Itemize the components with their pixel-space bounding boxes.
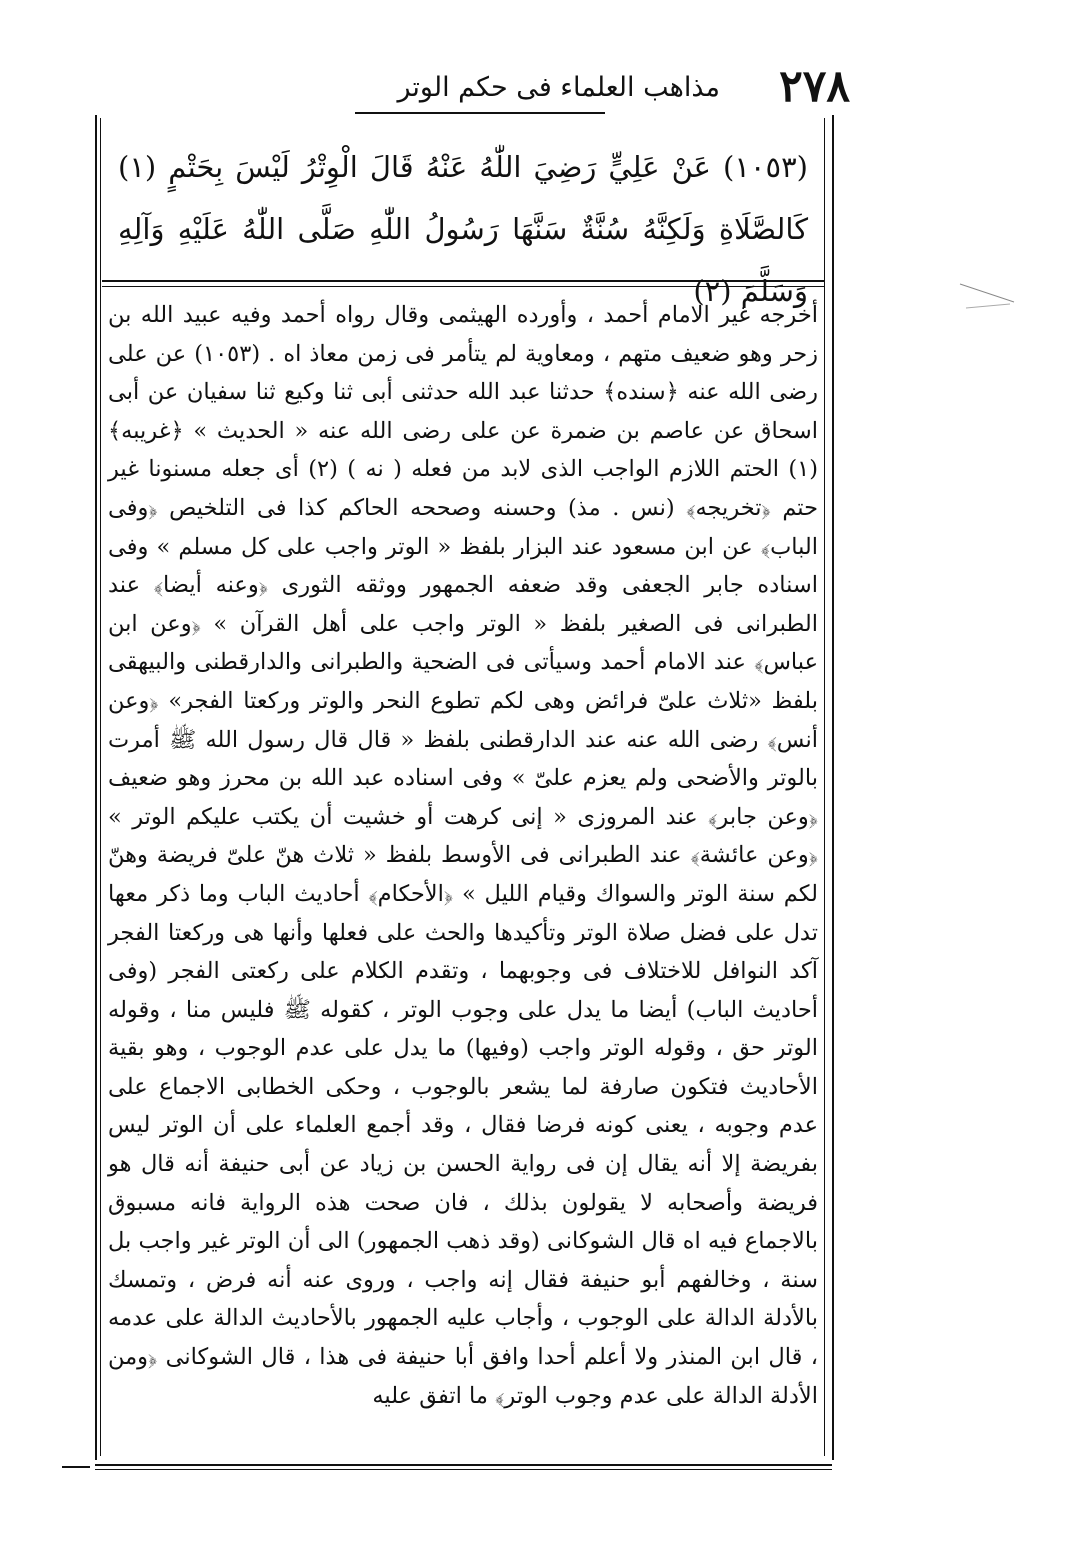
hadith-text-block [102, 122, 824, 308]
footer-tick-mark [62, 1466, 90, 1468]
commentary-text: أخرجه غير الامام أحمد ، وأورده الهيثمى وقال رواه أحمد وفيه عبيد الله بن زحر وهو ضعيف متهم ، ومعاوية لم يتأمر فى زمن معاذ اه . (١٠٥٣) عن على رضى الله عنه ﴿سنده﴾ حدثنا عبد الله حدثنى أبى ثنا وكيع ثنا سفيان عن أبى اسحاق عن عاصم بن ضمرة عن على رضى الله عنه « الحديث » ﴿غريبه﴾ (١) الحتم اللازم الواجب الذى لابد من فعله ( نه ) (٢) أى جعله مسنونا غير حتم ﴿تخريجه﴾ (نس . مذ) وحسنه وصححه الحاكم كذا فى التلخيص ﴿وفى الباب﴾ عن ابن مسعود عند البزار بلفظ « الوتر واجب على كل مسلم » وفى اسناده جابر الجعفى وقد ضعفه الجمهور ووثقه الثورى ﴿وعنه أيضا﴾ عند الطبرانى فى الصغير بلفظ « الوتر واجب على أهل القرآن » ﴿وعن ابن عباس﴾ عند الامام أحمد وسيأتى فى الضحية والطبرانى والدارقطنى والبيهقى بلفظ «ثلاث علىّ فرائض وهى لكم تطوع النحر والوتر وركعتا الفجر» ﴿وعن أنس﴾ رضى الله عنه عند الدارقطنى بلفظ « قال قال رسول الله ﷺ أمرت بالوتر والأضحى ولم يعزم علىّ » وفى اسناده عبد الله بن محرز وهو ضعيف ﴿وعن جابر﴾ عند المروزى « إنى كرهت أو خشيت أن يكتب عليكم الوتر » ﴿وعن عائشة﴾ عند الطبرانى فى الأوسط بلفظ « ثلاث هنّ علىّ فريضة وهنّ لكم سنة الوتر والسواك وقيام الليل » ﴿الأحكام﴾ أحاديث الباب وما ذكر معها تدل على فضل صلاة الوتر وتأكيدها والحث على فعلها وأنها هى وركعتا الفجر آكد النوافل للاختلاف فى وجوبهما ، وتقدم الكلام على ركعتى الفجر (وفى أحاديث الباب) أيضا ما يدل على وجوب الوتر ، كقوله ﷺ فليس منا ، وقوله الوتر حق ، وقوله الوتر واجب (وفيها) ما يدل على عدم الوجوب ، وهو بقية الأحاديث فتكون صارفة لما يشعر بالوجوب ، وحكى الخطابى الاجماع على عدم وجوبه ، يعنى كونه فرضا فقال ، وقد أجمع العلماء على أن الوتر ليس بفريضة إلا أنه يقال إن فى رواية الحسن بن زياد عن أبى حنيفة أنه قال هو فريضة وأصحابه لا يقولون بذلك ، فان صحت هذه الرواية فانه مسبوق بالاجماع فيه اه قال الشوكانى (وقد ذهب الجمهور) الى أن الوتر غير واجب بل سنة ، وخالفهم أبو حنيفة فقال إنه واجب ، وروى عنه أنه فرض ، وتمسك بالأدلة الدالة على الوجوب ، وأجاب عليه الجمهور بالأحاديث الدالة على عدمه ، قال ابن المنذر ولا أعلم أحدا وافق أبا حنيفة فى هذا ، قال الشوكانى ﴿ومن الأدلة الدالة على عدم وجوب الوتر﴾ ما اتفق عليه [108, 302, 819, 1409]
commentary-block [108, 296, 818, 1446]
header-rule [355, 112, 605, 114]
hadith-text: (١٠٥٣) عَنْ عَلِيٍّ رَضِيَ اللّٰهُ عَنْهُ قَالَ الْوِتْرُ لَيْسَ بِحَتْمٍ (١) كَالصَّلَاةِ وَلَكِنَّهُ سُنَّةٌ سَنَّهَا رَسُولُ اللّٰهِ صَلَّى اللّٰهُ عَلَيْهِ وَآلِهِ وَسَلَّمَ (٢) [118, 150, 808, 308]
frame-inner-left-rule [100, 118, 101, 1456]
page-header [350, 62, 870, 112]
footer-rule-thin [95, 1469, 832, 1470]
frame-inner-right-rule [824, 118, 825, 1456]
margin-pencil-mark [958, 278, 1018, 318]
hadith-separator-rule [102, 286, 824, 287]
page-number: ٢٧٨ [779, 61, 850, 112]
running-title: مذاهب العلماء فى حكم الوتر [397, 72, 720, 103]
footer-rule [95, 1464, 832, 1466]
